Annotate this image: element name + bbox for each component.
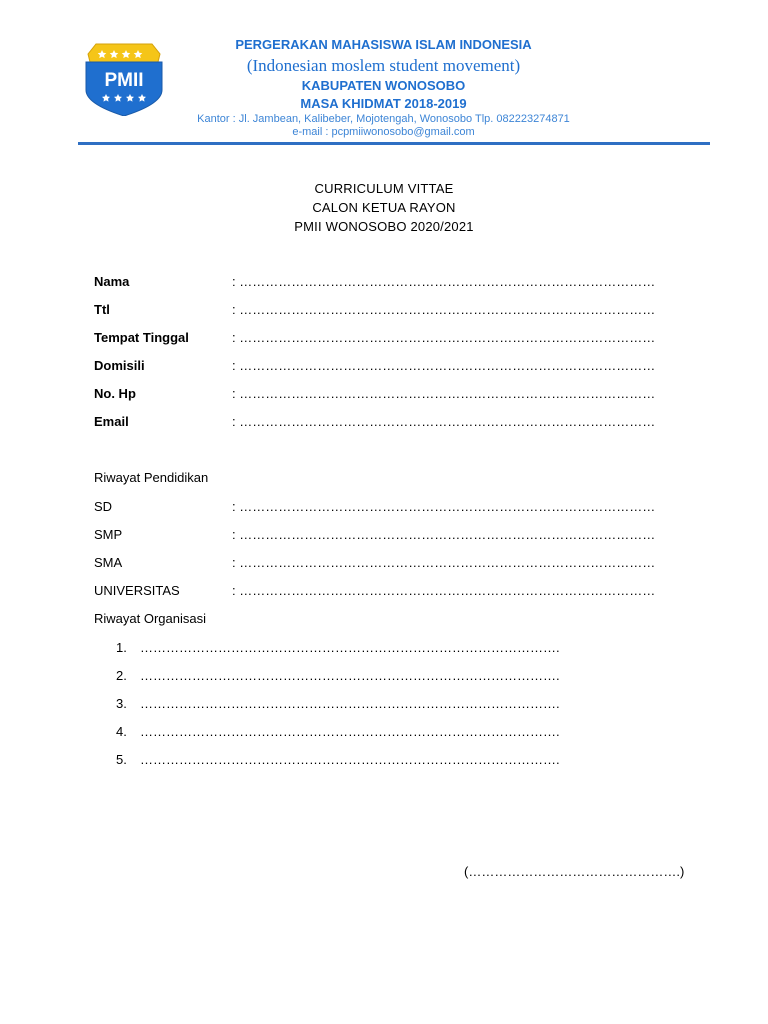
form-field-blank[interactable]: : …………………………………………………………………………………… — [232, 274, 656, 289]
form-field-blank[interactable]: ……………………………………………………………………………………. — [140, 724, 560, 739]
org-name-english: (Indonesian moslem student movement) — [246, 56, 521, 75]
form-field-blank[interactable]: : …………………………………………………………………………………… — [232, 499, 656, 514]
form-label: Domisili — [94, 358, 145, 373]
list-number: 3. — [116, 696, 127, 711]
title-line-2: CALON KETUA RAYON — [312, 200, 456, 215]
list-number: 2. — [116, 668, 127, 683]
form-field-blank[interactable]: : …………………………………………………………………………………… — [232, 386, 656, 401]
form-label: Email — [94, 414, 129, 429]
form-row-no-hp — [94, 384, 656, 404]
list-number: 5. — [116, 752, 127, 767]
logo-text: PMII — [104, 70, 144, 91]
form-field-blank[interactable]: : …………………………………………………………………………………… — [232, 555, 656, 570]
form-label: No. Hp — [94, 386, 136, 401]
form-field-blank[interactable]: : …………………………………………………………………………………… — [232, 414, 656, 429]
title-line-1: CURRICULUM VITTAE — [314, 181, 454, 196]
list-number: 1. — [116, 640, 127, 655]
form-row-tempat-tinggal — [94, 328, 656, 348]
form-field-blank[interactable]: ……………………………………………………………………………………. — [140, 752, 560, 767]
form-row-sma — [94, 553, 656, 573]
form-label: Nama — [94, 274, 130, 289]
form-label: Ttl — [94, 302, 110, 317]
org-address: Kantor : Jl. Jambean, Kalibeber, Mojotengah, Wonosobo Tlp. 082223274871 — [197, 113, 570, 125]
form-label: SMP — [94, 527, 123, 542]
form-label: UNIVERSITAS — [94, 583, 180, 598]
org-region: KABUPATEN WONOSOBO — [301, 78, 466, 93]
org-name: PERGERAKAN MAHASISWA ISLAM INDONESIA — [235, 37, 532, 52]
signature-line[interactable]: (………………………………………….) — [464, 864, 685, 879]
form-field-blank[interactable]: : …………………………………………………………………………………… — [232, 330, 656, 345]
form-row-smp — [94, 525, 656, 545]
form-label: SMA — [94, 555, 123, 570]
form-row-email — [94, 412, 656, 432]
list-number: 4. — [116, 724, 127, 739]
form-field-blank[interactable]: : …………………………………………………………………………………… — [232, 302, 656, 317]
form-field-blank[interactable]: ……………………………………………………………………………………. — [140, 696, 560, 711]
form-field-blank[interactable]: ……………………………………………………………………………………. — [140, 668, 560, 683]
document-title — [0, 179, 768, 236]
org-email: e-mail : pcpmiiwonosobo@gmail.com — [292, 126, 475, 138]
form-field-blank[interactable]: : …………………………………………………………………………………… — [232, 527, 656, 542]
form-field-blank[interactable]: : …………………………………………………………………………………… — [232, 358, 656, 373]
form-field-blank[interactable]: : …………………………………………………………………………………… — [232, 583, 656, 598]
form-row-sd — [94, 497, 656, 517]
form-label: SD — [94, 499, 113, 514]
form-field-blank[interactable]: ……………………………………………………………………………………. — [140, 640, 560, 655]
form-row-ttl — [94, 300, 656, 320]
form-row-universitas — [94, 581, 656, 601]
header-divider — [78, 142, 710, 145]
education-heading: Riwayat Pendidikan — [94, 470, 209, 485]
form-label: Tempat Tinggal — [94, 330, 189, 345]
organization-heading: Riwayat Organisasi — [94, 611, 206, 626]
title-line-3: PMII WONOSOBO 2020/2021 — [294, 219, 474, 234]
form-row-domisili — [94, 356, 656, 376]
org-period: MASA KHIDMAT 2018-2019 — [300, 96, 467, 111]
form-row-nama — [94, 272, 656, 292]
